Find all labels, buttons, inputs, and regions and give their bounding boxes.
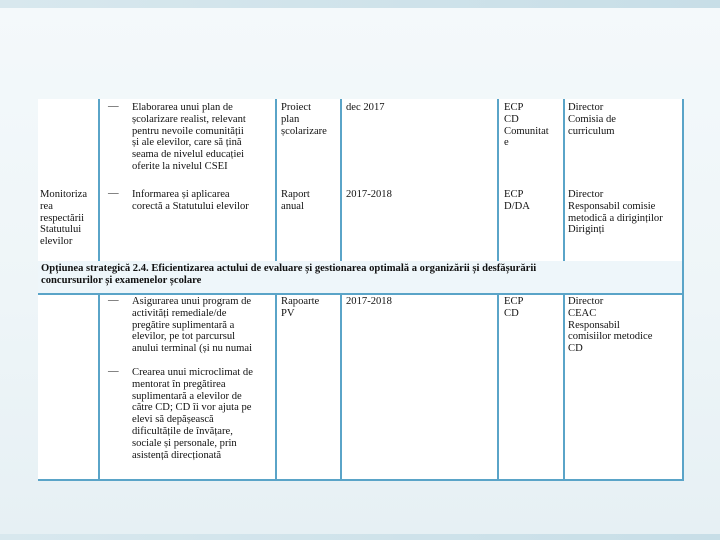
grid-line — [340, 99, 342, 261]
bullet-dash: — — [108, 101, 119, 112]
grid-line — [38, 293, 684, 295]
grid-line — [275, 99, 277, 261]
responsible-cell: Director CEAC Responsabil comisiilor metodice CD — [568, 296, 653, 355]
bullet-dash: — — [108, 295, 119, 306]
activity-cell: Informarea și aplicarea corectă a Statutului elevilor — [132, 189, 249, 212]
responsible-cell: Director Comisia de curriculum — [568, 102, 616, 137]
product-cell: Rapoarte PV — [281, 296, 320, 319]
slide-bottom-border — [0, 534, 720, 540]
product-cell: Proiect plan școlarizare — [281, 102, 327, 137]
grid-line — [563, 293, 565, 481]
activity-cell: Crearea unui microclimat de mentorat în pregătirea suplimentară a elevilor de către CD; CD îi vor ajuta pe elevi să depășească dificultățile de învățare, sociale și personale, prin asistență direcționată — [132, 367, 253, 461]
action-plan-table — [38, 99, 684, 481]
term-cell: 2017-2018 — [346, 189, 392, 200]
product-cell: Raport anual — [281, 189, 310, 212]
bullet-dash: — — [108, 366, 119, 377]
grid-line — [38, 479, 684, 481]
resources-cell: ECP D/DA — [504, 189, 530, 212]
term-cell: dec 2017 — [346, 102, 385, 113]
strategic-option-heading: Opțiunea strategică 2.4. Eficientizarea actului de evaluare și gestionarea optimală a organizării și desfășurării concursurilor și examenelor școlare — [41, 263, 537, 286]
activity-cell: Asigurarea unui program de activități remediale/de pregătire suplimentară a elevilor, pe tot parcursul anului terminal (și nu numai — [132, 296, 253, 355]
grid-line — [98, 99, 100, 261]
resources-cell: ECP CD Comunitat e — [504, 102, 549, 149]
grid-line — [497, 99, 499, 261]
grid-line — [98, 293, 100, 481]
grid-line — [563, 99, 565, 261]
grid-line — [682, 99, 684, 481]
objective-cell: Monitoriza rea respectării Statutului elevilor — [40, 189, 88, 248]
slide-top-border — [0, 0, 720, 8]
activity-cell: Elaborarea unui plan de școlarizare realist, relevant pentru nevoile comunității și ale elevilor, care să țină seama de nivelul educației oferite la nivelul CSEI — [132, 102, 246, 172]
grid-line — [497, 293, 499, 481]
term-cell: 2017-2018 — [346, 296, 392, 307]
responsible-cell: Director Responsabil comisie metodică a diriginților Diriginți — [568, 189, 663, 236]
grid-line — [275, 293, 277, 481]
bullet-dash: — — [108, 188, 119, 199]
resources-cell: ECP CD — [504, 296, 524, 319]
grid-line — [340, 293, 342, 481]
